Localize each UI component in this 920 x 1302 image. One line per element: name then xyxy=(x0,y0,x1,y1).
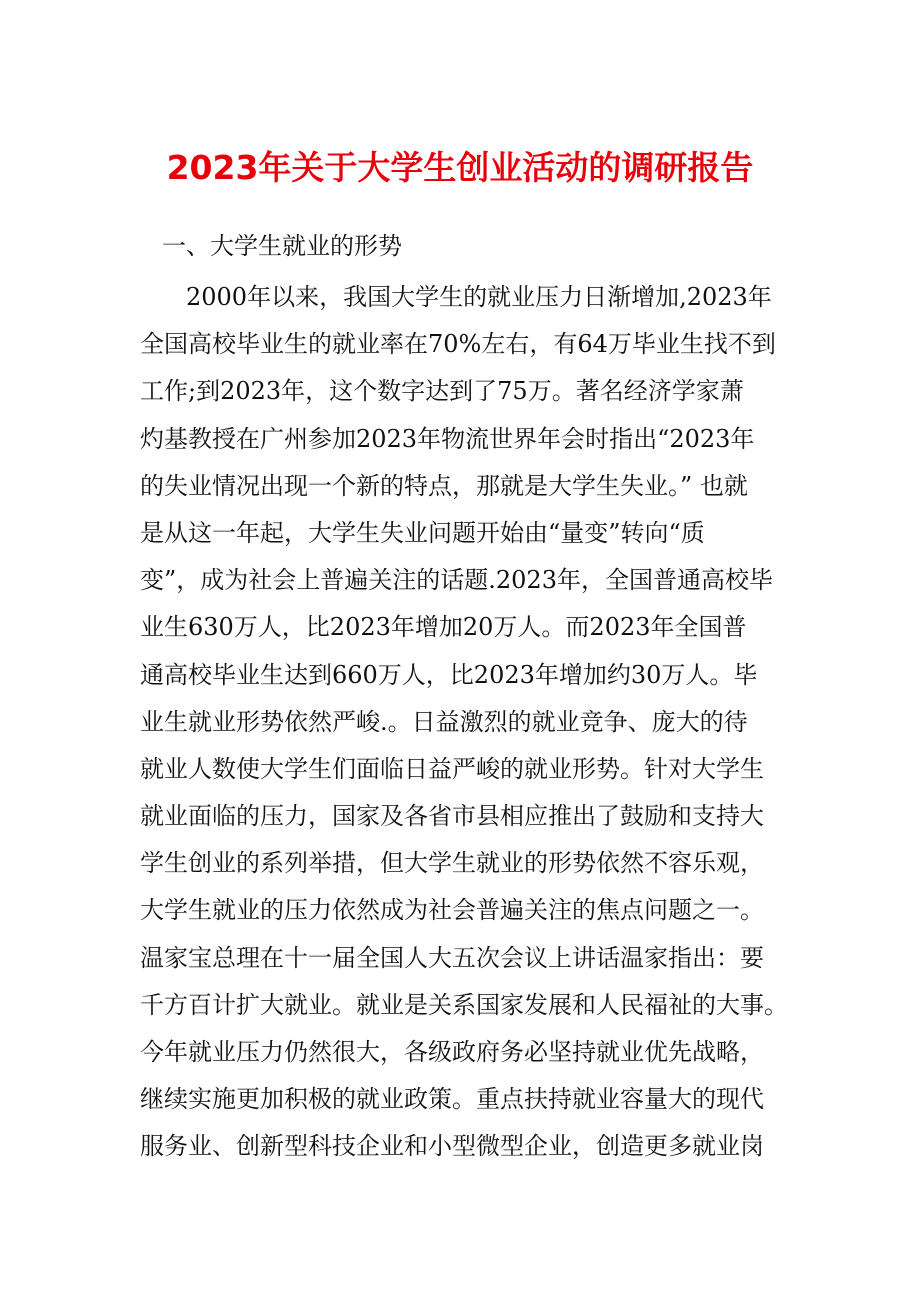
paragraph-line: 全国高校毕业生的就业率在70%左右，有64万毕业生找不到 xyxy=(140,330,776,359)
paragraph-line: 工作;到2023年，这个数字达到了75万。著名经济学家萧 xyxy=(140,377,744,406)
paragraph-line: 继续实施更加积极的就业政策。重点扶持就业容量大的现代 xyxy=(140,1085,764,1114)
body-paragraph xyxy=(140,274,800,1171)
document-title: 2023年关于大学生创业活动的调研报告 xyxy=(166,148,754,187)
section-heading: 一、大学生就业的形势 xyxy=(162,232,402,260)
paragraph-line: 就业人数使大学生们面临日益严峻的就业形势。针对大学生 xyxy=(140,754,764,783)
paragraph-line: 通高校毕业生达到660万人，比2023年增加约30万人。毕 xyxy=(140,660,758,689)
paragraph-line: 业生就业形势依然严峻.。日益激烈的就业竞争、庞大的待 xyxy=(140,707,748,736)
paragraph-line: 温家宝总理在十一届全国人大五次会议上讲话温家指出：要 xyxy=(140,943,764,972)
paragraph-line: 是从这一年起，大学生失业问题开始由“量变”转向“质 xyxy=(140,518,705,547)
paragraph-line: 今年就业压力仍然很大，各级政府务必坚持就业优先战略， xyxy=(140,1038,764,1066)
paragraph-line: 2000年以来，我国大学生的就业压力日渐增加,2023年 xyxy=(186,283,772,311)
paragraph-line: 学生创业的系列举措，但大学生就业的形势依然不容乐观， xyxy=(140,849,764,878)
paragraph-line: 变”，成为社会上普遍关注的话题.2023年，全国普通高校毕 xyxy=(140,566,773,595)
paragraph-line: 服务业、创新型科技企业和小型微型企业，创造更多就业岗 xyxy=(140,1132,764,1161)
paragraph-line: 业生630万人，比2023年增加20万人。而2023年全国普 xyxy=(140,613,747,642)
paragraph-line: 就业面临的压力，国家及各省市县相应推出了鼓励和支持大 xyxy=(140,802,764,831)
paragraph-line: 灼基教授在广州参加2023年物流世界年会时指出“2023年 xyxy=(140,424,755,453)
paragraph-line: 的失业情况出现一个新的特点，那就是大学生失业。” 也就 xyxy=(140,471,748,500)
paragraph-line: 大学生就业的压力依然成为社会普遍关注的焦点问题之一。 xyxy=(140,896,764,925)
paragraph-line: 千方百计扩大就业。就业是关系国家发展和人民福祉的大事。 xyxy=(140,990,788,1019)
